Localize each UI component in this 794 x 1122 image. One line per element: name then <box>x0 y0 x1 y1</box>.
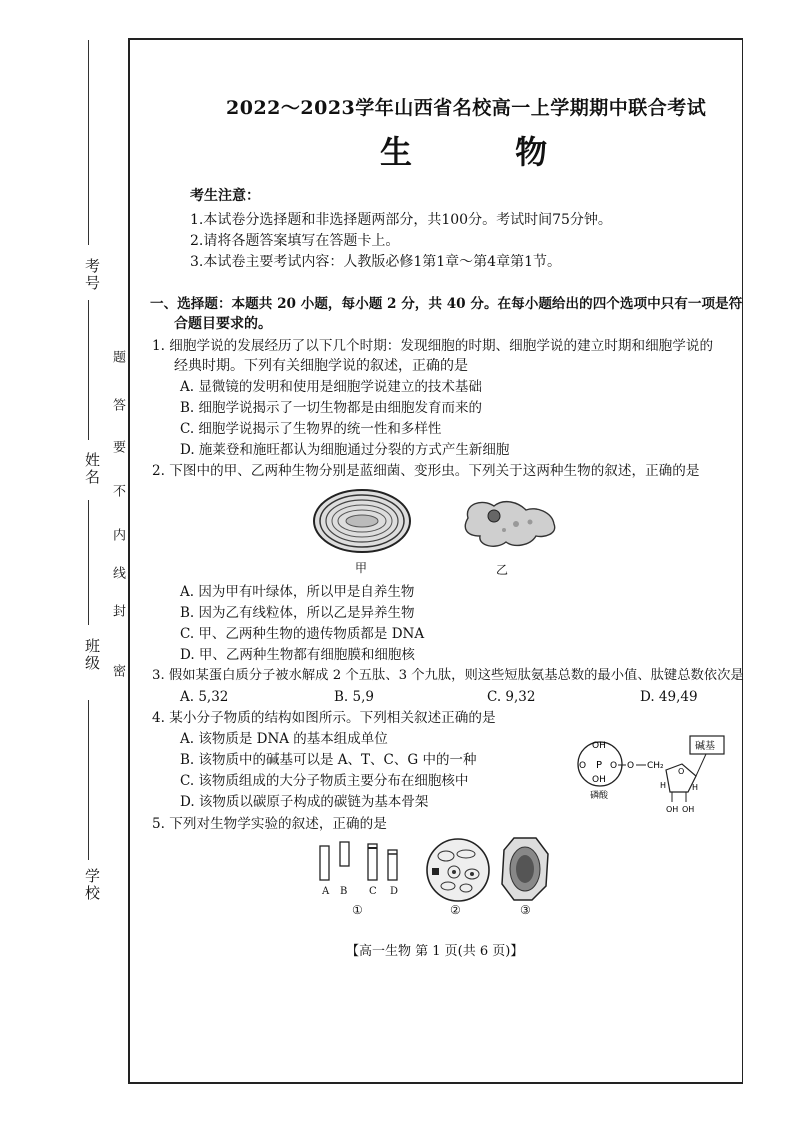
blank-line-exam-number <box>88 40 89 245</box>
binding-sidebar <box>0 0 128 1122</box>
q4-option-d: D. 该物质以碳原子构成的碳链为基本骨架 <box>180 794 429 810</box>
phosphate-oh-bottom: OH <box>592 775 606 785</box>
sugar-oh-2: OH <box>682 805 695 814</box>
page-footer: 【高一生物 第 1 页(共 6 页)】 <box>346 944 524 959</box>
field-name: 姓名 <box>83 452 101 486</box>
field-class: 班级 <box>83 638 101 672</box>
q5-stem: 5. 下列对生物学实验的叙述，正确的是 <box>152 816 387 832</box>
section-heading-line2: 合题目要求的。 <box>174 316 272 332</box>
microscope-field-figure <box>424 836 492 904</box>
q2-option-b: B. 因为乙有线粒体，所以乙是异养生物 <box>180 605 415 621</box>
q1-stem-line2: 经典时期。下列有关细胞学说的叙述，正确的是 <box>174 358 468 374</box>
seal-char-1: 密 <box>110 664 125 677</box>
tube-label-d: D <box>390 886 399 897</box>
blank-line-name <box>88 300 89 440</box>
q2-stem: 2. 下图中的甲、乙两种生物分别是蓝细菌、变形虫。下列关于这两种生物的叙述，正确的是 <box>152 463 700 479</box>
blank-line-school <box>88 700 89 860</box>
notice-item-3: 3.本试卷主要考试内容：人教版必修1第1章～第4章第1节。 <box>190 254 561 270</box>
seal-char-8: 题 <box>110 350 125 363</box>
phosphate-o-right: O <box>610 761 618 771</box>
q2-option-c: C. 甲、乙两种生物的遗传物质都是 DNA <box>180 626 425 642</box>
notice-heading: 考生注意： <box>190 188 260 204</box>
field-school: 学校 <box>83 868 101 902</box>
blank-line-class <box>88 500 89 625</box>
figure-label-yi: 乙 <box>496 563 509 577</box>
q3-option-d: D. 49,49 <box>640 689 698 705</box>
cyanobacterium-figure <box>312 488 412 554</box>
q2-option-a: A. 因为甲有叶绿体，所以甲是自养生物 <box>180 584 415 600</box>
q1-option-a: A. 显微镜的发明和使用是细胞学说建立的技术基础 <box>180 379 482 395</box>
q3-option-b: B. 5,9 <box>334 689 374 705</box>
seal-char-3: 线 <box>110 566 125 579</box>
phosphate-label: 磷酸 <box>590 791 609 801</box>
figure-label-jia: 甲 <box>355 561 368 575</box>
seal-char-7: 答 <box>110 398 125 411</box>
base-label: 碱基 <box>695 741 715 752</box>
plant-cell-figure <box>500 836 550 902</box>
tube-label-a: A <box>322 886 330 897</box>
q1-stem-line1: 1. 细胞学说的发展经历了以下几个时期：发现细胞的时期、细胞学说的建立时期和细胞学说的 <box>152 338 714 354</box>
phosphate-o-left: O <box>579 761 587 771</box>
q1-option-b: B. 细胞学说揭示了一切生物都是由细胞发育而来的 <box>180 400 483 416</box>
fig-label-2: ② <box>450 903 461 917</box>
section-heading-line1: 一、选择题：本题共 20 小题，每小题 2 分，共 40 分。在每小题给出的四个选项中只有一项是符 <box>150 296 743 312</box>
ring-h-right: H <box>692 783 699 792</box>
seal-char-4: 内 <box>110 528 125 541</box>
seal-char-5: 不 <box>110 484 125 497</box>
q3-option-c: C. 9,32 <box>487 689 536 705</box>
nucleotide-diagram <box>570 728 730 820</box>
fig-label-1: ① <box>352 903 363 917</box>
ch2-group: CH₂ <box>647 761 664 771</box>
q4-stem: 4. 某小分子物质的结构如图所示。下列相关叙述正确的是 <box>152 710 496 726</box>
q2-option-d: D. 甲、乙两种生物都有细胞膜和细胞核 <box>180 647 415 663</box>
phosphate-p: P <box>596 760 603 771</box>
notice-item-2: 2.请将各题答案填写在答题卡上。 <box>190 233 400 249</box>
seal-char-6: 要 <box>110 440 125 453</box>
phosphate-oh-top: OH <box>592 741 606 751</box>
subject-title: 生 物 <box>380 133 594 171</box>
tube-label-b: B <box>340 886 348 897</box>
field-exam-number: 考号 <box>83 258 101 292</box>
exam-title: 2022～2023学年山西省名校高一上学期期中联合考试 <box>226 97 707 119</box>
q4-option-a: A. 该物质是 DNA 的基本组成单位 <box>180 731 388 747</box>
fig-label-3: ③ <box>520 903 531 917</box>
q1-option-c: C. 细胞学说揭示了生物界的统一性和多样性 <box>180 421 442 437</box>
ring-oxygen: O <box>678 767 685 776</box>
oxygen-link: O <box>627 761 635 771</box>
notice-item-1: 1.本试卷分选择题和非选择题两部分，共100分。考试时间75分钟。 <box>190 212 612 228</box>
amoeba-figure <box>460 494 560 552</box>
tube-label-c: C <box>369 886 377 897</box>
q1-option-d: D. 施莱登和施旺都认为细胞通过分裂的方式产生新细胞 <box>180 442 510 458</box>
seal-char-2: 封 <box>110 604 125 617</box>
q3-option-a: A. 5,32 <box>180 689 229 705</box>
q4-option-b: B. 该物质中的碱基可以是 A、T、C、G 中的一种 <box>180 752 477 768</box>
q4-option-c: C. 该物质组成的大分子物质主要分布在细胞核中 <box>180 773 469 789</box>
ring-h-left: H <box>660 781 667 790</box>
sugar-oh-1: OH <box>666 805 679 814</box>
q3-stem: 3. 假如某蛋白质分子被水解成 2 个五肽、3 个九肽，则这些短肽氨基总数的最小值、肽键总数依次是 <box>152 668 744 683</box>
